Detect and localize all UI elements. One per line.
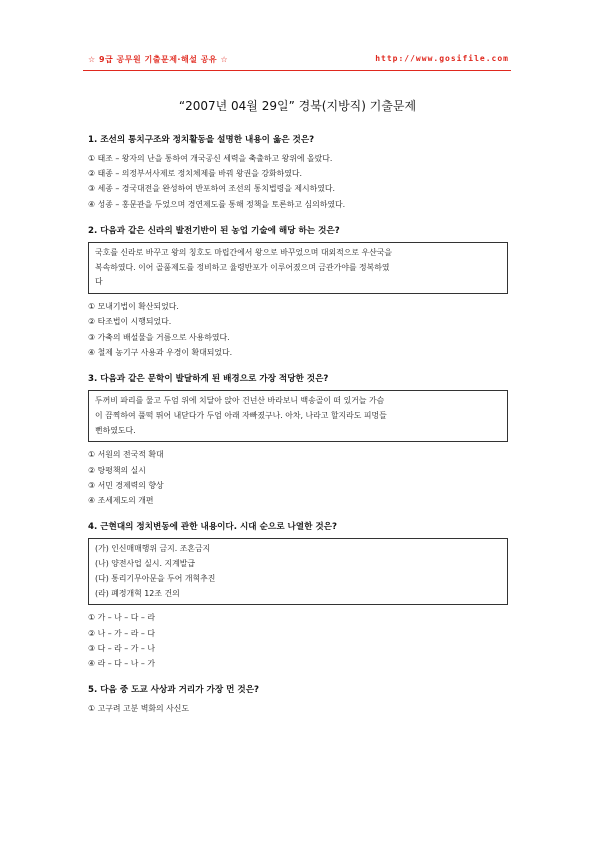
option-1: ① 가 – 나 – 다 – 라 — [88, 613, 155, 623]
passage-line: (다) 통리기무아문을 두어 개혁추진 — [95, 573, 216, 583]
option-3: ③ 세종 – 경국대전을 완성하여 반포하여 조선의 통치법령을 제시하였다. — [88, 184, 336, 194]
passage-line: (나) 양전사업 실시. 지계발급 — [95, 559, 196, 569]
option-1: ① 고구려 고분 벽화의 사신도 — [88, 704, 189, 714]
passage-line: (라) 폐정개혁 12조 건의 — [95, 588, 180, 598]
option-1: ① 모내기법이 확산되었다. — [88, 302, 179, 312]
question-list — [88, 133, 508, 728]
header-left-text: ☆ 9급 공무원 기출문제·해설 공유 ☆ — [88, 55, 229, 64]
option-4: ④ 조세제도의 개편 — [88, 496, 154, 506]
question-title: 1. 조선의 통치구조와 정치활동을 설명한 내용이 옳은 것은? — [88, 135, 315, 145]
question-title: 3. 다음과 같은 문학이 발달하게 된 배경으로 가장 적당한 것은? — [88, 374, 329, 385]
passage-line: (가) 인신매매행위 금지. 조혼금지 — [95, 544, 211, 554]
question-title: 2. 다음과 같은 신라의 발전기반이 된 농업 기술에 해당 하는 것은? — [88, 225, 340, 236]
option-4: ④ 성종 – 홍문관을 두었으며 경연제도를 통해 정책을 토론하고 심의하였다. — [88, 199, 346, 209]
question-title: 4. 근현대의 정치변동에 관한 내용이다. 시대 순으로 나열한 것은? — [88, 522, 337, 533]
question-title: 5. 다음 중 도교 사상과 거리가 가장 먼 것은? — [88, 685, 259, 696]
question-4 — [88, 520, 508, 671]
option-3: ③ 서민 경제력의 향상 — [88, 480, 164, 490]
option-2: ② 탕평책의 실시 — [88, 465, 146, 475]
option-1: ① 서원의 전국적 확대 — [88, 450, 164, 460]
passage-line: 뻔하였도다. — [95, 425, 136, 435]
page-title: “2007년 04월 29일” 경북(지방직) 기출문제 — [178, 99, 417, 113]
option-2: ② 타조법이 시행되었다. — [88, 317, 172, 327]
passage-line: 국호를 신라로 바꾸고 왕의 칭호도 마립간에서 왕으로 바꾸었으며 대외적으로 우산국을 — [95, 247, 392, 257]
passage-line: 이 끔찍하여 풀떡 뛰어 내닫다가 두엄 아래 자빠졌구나. 아차, 나라고 할지라도 피멍들 — [95, 410, 387, 420]
option-4: ④ 철제 농기구 사용과 우경이 확대되었다. — [88, 347, 233, 357]
question-5 — [88, 683, 508, 716]
passage-line: 복속하였다. 이어 골품제도를 정비하고 율령반포가 이루어졌으며 금관가야를 정복하였 — [95, 262, 390, 272]
header-divider — [83, 70, 511, 71]
option-2: ② 태종 – 의정부서사제로 정치체제를 바꿔 왕권을 강화하였다. — [88, 169, 303, 179]
option-3: ③ 다 – 라 – 가 – 나 — [88, 643, 155, 653]
question-2 — [88, 224, 508, 360]
option-2: ② 나 – 가 – 라 – 다 — [88, 628, 155, 638]
passage-box — [88, 390, 508, 442]
question-3 — [88, 372, 508, 508]
question-1 — [88, 133, 508, 212]
option-1: ① 태조 – 왕자의 난을 통하여 개국공신 세력을 축출하고 왕위에 올랐다. — [88, 154, 333, 163]
option-4: ④ 라 – 다 – 나 – 가 — [88, 659, 155, 669]
passage-line: 두꺼비 파리를 물고 두엄 위에 치달아 앉아 건넌산 바라보니 백송골이 떠 있거늘 가슴 — [95, 396, 385, 406]
passage-box — [88, 538, 508, 605]
header-url-link[interactable]: http://www.gosifile.com — [375, 54, 509, 63]
passage-box — [88, 242, 508, 294]
option-3: ③ 가축의 배설물을 거름으로 사용하였다. — [88, 332, 230, 342]
passage-line: 다 — [95, 277, 103, 287]
